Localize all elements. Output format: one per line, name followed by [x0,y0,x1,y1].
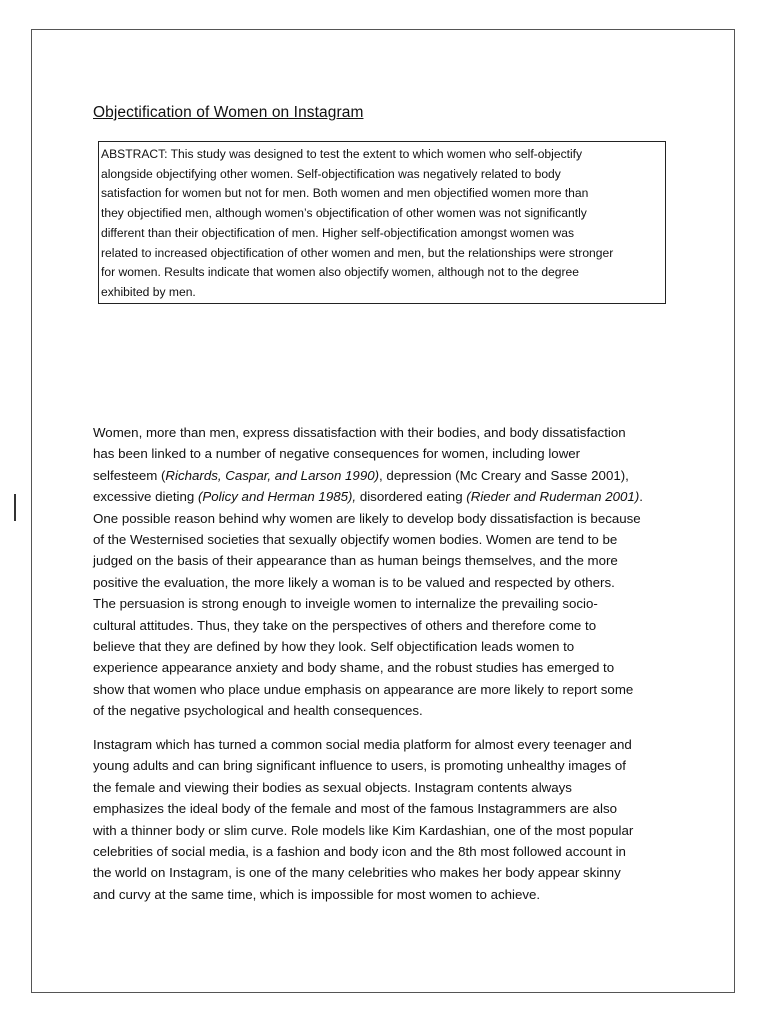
document-title: Objectification of Women on Instagram [93,104,364,121]
paragraph-line: of the negative psychological and health consequences. [93,703,423,719]
abstract-line: they objectified men, although women’s objectification of other women was not significantly [101,206,587,221]
abstract-line: related to increased objectification of other women and men, but the relationships were stronger [101,245,614,260]
document-page[interactable] [31,29,735,993]
paragraph-line: celebrities of social media, is a fashion and body icon and the 8th most followed account in [93,844,626,860]
citation: Richards, Caspar, and Larson 1990) [165,467,380,483]
paragraph-line: Women, more than men, express dissatisfaction with their bodies, and body dissatisfaction [93,425,626,440]
paragraph-line: has been linked to a number of negative consequences for women, including lower [93,446,581,462]
abstract-line: satisfaction for women but not for men. Both women and men objectified women more than [101,186,589,201]
abstract-line: for women. Results indicate that women also objectify women, although not to the degree [101,265,579,280]
paragraph-line: show that women who place undue emphasis on appearance are more likely to report some [93,681,634,697]
paragraph-line: the female and viewing their bodies as sexual objects. Instagram contents always [93,779,572,795]
paragraph-line: Instagram which has turned a common social media platform for almost every teenager and [93,737,632,752]
abstract-line: exhibited by men. [101,284,196,299]
body-paragraph-1 [93,422,643,722]
body-paragraph-2 [93,734,633,905]
paragraph-line: selfesteem (Richards, Caspar, and Larson 1990), depression (Mc Creary and Sasse 2001), [93,467,629,483]
paragraph-line: One possible reason behind why women are likely to develop body dissatisfaction is because [93,510,641,526]
paragraph-line: cultural attitudes. Thus, they take on the perspectives of others and therefore come to [93,617,597,633]
citation: (Policy and Herman 1985), [197,489,357,505]
citation: (Rieder and Ruderman 2001) [466,489,640,505]
paragraph-line: believe that they are defined by how they look. Self objectification leads women to [93,639,575,655]
paragraph-line: with a thinner body or slim curve. Role models like Kim Kardashian, one of the most popular [93,822,634,838]
paragraph-line: excessive dieting (Policy and Herman 1985), disordered eating (Rieder and Ruderman 2001). [93,489,643,505]
paragraph-line: The persuasion is strong enough to inveigle women to internalize the prevailing socio- [93,596,598,612]
paragraph-line: and curvy at the same time, which is impossible for most women to achieve. [93,886,541,902]
abstract-line: alongside objectifying other women. Self-objectification was negatively related to body [101,166,561,181]
paragraph-line: young adults and can bring significant influence to users, is promoting unhealthy images of [93,758,626,774]
abstract-box [98,141,666,304]
paragraph-line: positive the evaluation, the more likely a woman is to be valued and respected by others. [93,574,615,590]
paragraph-line: experience appearance anxiety and body shame, and the robust studies has emerged to [93,660,615,676]
abstract-line: different than their objectification of men. Higher self-objectification amongst women was [101,225,575,240]
paragraph-line: of the Westernised societies that sexually objectify women bodies. Women are tend to be [93,532,618,548]
paragraph-line: emphasizes the ideal body of the female and most of the famous Instagrammers are also [93,801,618,817]
paragraph-line: judged on the basis of their appearance than as human beings themselves, and the more [93,553,618,569]
abstract-label: ABSTRACT: [101,147,168,161]
paragraph-line: the world on Instagram, is one of the many celebrities who makes her body appear skinny [93,865,621,881]
text-cursor [14,494,16,521]
abstract-line: ABSTRACT: This study was designed to test the extent to which women who self-objectify [101,147,583,161]
